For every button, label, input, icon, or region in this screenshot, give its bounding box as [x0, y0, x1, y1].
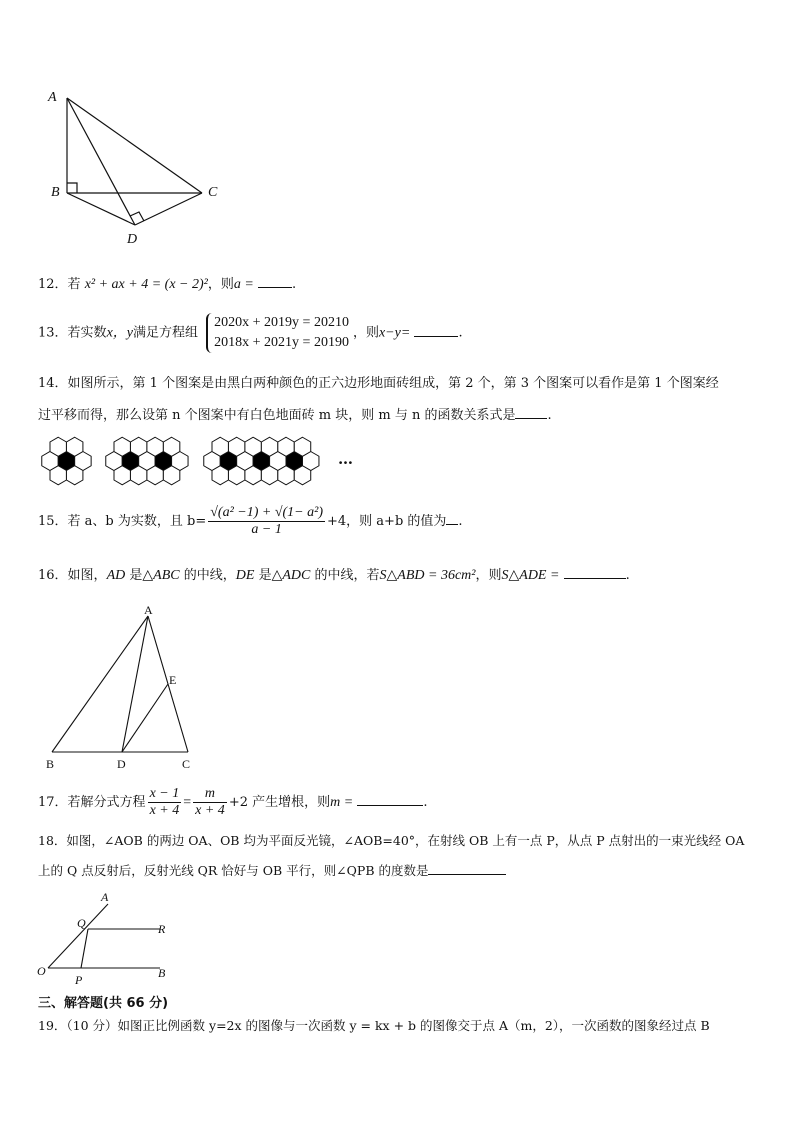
label-e: E	[169, 673, 177, 687]
white-tile	[261, 466, 277, 485]
label-a: A	[101, 890, 109, 904]
fraction-left	[148, 786, 182, 819]
label-o: O	[37, 964, 46, 978]
ray-oa	[48, 904, 108, 968]
question-text: 满足方程组	[133, 325, 199, 341]
label-r: R	[158, 922, 166, 936]
segment-cd	[135, 193, 202, 225]
answer-blank[interactable]	[258, 275, 292, 288]
question-number: 17．	[38, 795, 68, 810]
white-tile	[228, 466, 244, 485]
question-text: 的中线，若	[314, 568, 380, 583]
section-title: 三、解答题(共 66 分)	[38, 996, 169, 1011]
period: .	[458, 325, 463, 341]
white-tile	[66, 437, 82, 456]
question-number: 18．	[38, 833, 67, 848]
question-text: +4，则 a+b 的值为	[327, 514, 447, 529]
label-d: D	[117, 757, 126, 771]
question-text: 是	[258, 568, 272, 583]
question-number: 15．	[38, 514, 68, 529]
question-text: ，则	[207, 277, 234, 292]
equation-1: 2020x + 2019y = 20210	[214, 315, 349, 330]
white-tile	[114, 437, 130, 456]
period: .	[423, 795, 428, 810]
answer-blank[interactable]	[564, 566, 626, 579]
question-number: 13．	[38, 325, 68, 341]
white-tile	[294, 437, 310, 456]
variable: a =	[233, 277, 254, 292]
question-text: 若实数	[67, 325, 107, 341]
answer-blank[interactable]	[446, 512, 458, 525]
question-12	[38, 275, 296, 294]
question-number: 12．	[38, 277, 68, 292]
white-tile	[245, 466, 261, 485]
given-area: S△ABD = 36cm²	[379, 568, 476, 583]
white-tile	[278, 437, 294, 456]
period: .	[458, 514, 463, 529]
white-tile	[294, 466, 310, 485]
question-text: 如图，	[67, 568, 107, 583]
denominator: x + 4	[195, 803, 225, 818]
period: .	[291, 277, 297, 292]
question-text: +2 产生增根，则	[228, 795, 331, 810]
white-tile	[163, 437, 179, 456]
question-text: ，则	[352, 325, 379, 341]
label-q: Q	[77, 916, 86, 930]
question-text: 若 a、b 为实数，且 b=	[67, 514, 207, 529]
figure-hexagon-patterns	[38, 428, 348, 494]
fraction-right	[193, 786, 227, 819]
question-text: 过平移而得，那么设第 n 个图案中有白色地面砖 m 块，则 m 与 n 的函数关系式是	[38, 408, 516, 423]
question-17	[38, 786, 427, 819]
triangle-name: △ABC	[142, 568, 180, 583]
question-16	[38, 566, 630, 585]
white-tile	[245, 437, 261, 456]
numerator: √(a² −1) + √(1− a²)	[210, 505, 323, 520]
answer-blank[interactable]	[414, 324, 458, 337]
asked-area: S△ADE =	[501, 568, 560, 583]
white-tile	[228, 437, 244, 456]
question-text: 若解分式方程	[67, 795, 146, 810]
segment-pq	[81, 929, 88, 968]
white-tile	[212, 466, 228, 485]
label-b: B	[158, 966, 166, 980]
label-d: D	[127, 232, 138, 247]
white-tile	[130, 466, 146, 485]
segment-ab	[52, 616, 148, 752]
label-a: A	[48, 90, 57, 105]
question-text: ，则	[475, 568, 502, 583]
equation-system	[206, 313, 349, 353]
segment-bd	[67, 193, 135, 225]
numerator: m	[193, 786, 227, 803]
white-tile	[50, 466, 66, 485]
period: .	[547, 408, 552, 423]
denominator: x + 4	[149, 803, 180, 818]
question-14-line-2	[38, 406, 552, 425]
question-text: 的中线，	[183, 568, 236, 583]
white-tile	[261, 437, 277, 456]
question-text: 若	[67, 277, 81, 292]
question-14	[38, 375, 719, 393]
white-tile	[130, 437, 146, 456]
expression: x−y=	[378, 325, 411, 341]
label-c: C	[208, 185, 218, 200]
right-angle-b	[67, 183, 77, 193]
white-tile	[147, 437, 163, 456]
triangle-name: △ADC	[271, 568, 311, 583]
segment-ad	[67, 98, 135, 225]
segment-ac	[148, 616, 188, 752]
equals-sign: =	[183, 795, 192, 810]
label-c: C	[182, 757, 191, 771]
question-number: 19．	[38, 1018, 67, 1033]
equation: x² + ax + 4 = (x − 2)²	[84, 277, 208, 292]
period: .	[625, 568, 630, 583]
white-tile	[278, 466, 294, 485]
label-a: A	[144, 603, 153, 617]
answer-blank[interactable]	[515, 406, 547, 419]
question-19	[38, 1017, 710, 1035]
white-tile	[50, 437, 66, 456]
label-b: B	[51, 185, 60, 200]
white-tile	[66, 466, 82, 485]
question-15	[38, 505, 463, 538]
segment-ad	[122, 616, 148, 752]
answer-blank[interactable]	[428, 862, 506, 875]
white-tile	[212, 437, 228, 456]
question-number: 16．	[38, 568, 68, 583]
question-13	[38, 313, 463, 353]
equation-2: 2018x + 2021y = 20190	[214, 335, 349, 350]
variable: m =	[330, 795, 354, 810]
segment-name: DE	[235, 568, 255, 583]
figure-triangle-abc-median	[40, 600, 210, 775]
question-18	[38, 832, 744, 850]
fraction	[208, 505, 325, 538]
question-number: 14．	[38, 376, 68, 391]
white-tile	[163, 466, 179, 485]
variables: x，y	[106, 325, 133, 341]
white-tile	[114, 466, 130, 485]
question-text: （10 分）如图正比例函数 y=2x 的图像与一次函数 y = kx + b 的图像交于点 A（m，2），一次函数的图象经过点 B	[66, 1018, 710, 1033]
segment-name: AD	[106, 568, 126, 583]
numerator: x − 1	[149, 786, 180, 801]
white-tile	[147, 466, 163, 485]
question-text: 是	[129, 568, 143, 583]
question-text: 如图，∠AOB 的两边 OA、OB 均为平面反光镜，∠AOB=40°，在射线 OB 上有一点 P，从点 P 点射出的一束光线经 OA	[66, 833, 745, 848]
question-text: 如图所示，第 1 个图案是由黑白两种颜色的正六边形地面砖组成，第 2 个，第 3 个图案可以看作是第 1 个图案经	[67, 376, 719, 391]
answer-blank[interactable]	[357, 793, 423, 806]
question-18-line-2	[38, 862, 506, 880]
figure-triangle-abcd	[40, 85, 240, 255]
label-p: P	[75, 973, 83, 987]
segment-ac	[67, 98, 202, 193]
ellipsis: …	[338, 450, 353, 468]
question-text: 上的 Q 点反射后，反射光线 QR 恰好与 OB 平行，则∠QPB 的度数是	[38, 863, 429, 878]
label-b: B	[46, 757, 55, 771]
denominator: a − 1	[251, 522, 282, 537]
